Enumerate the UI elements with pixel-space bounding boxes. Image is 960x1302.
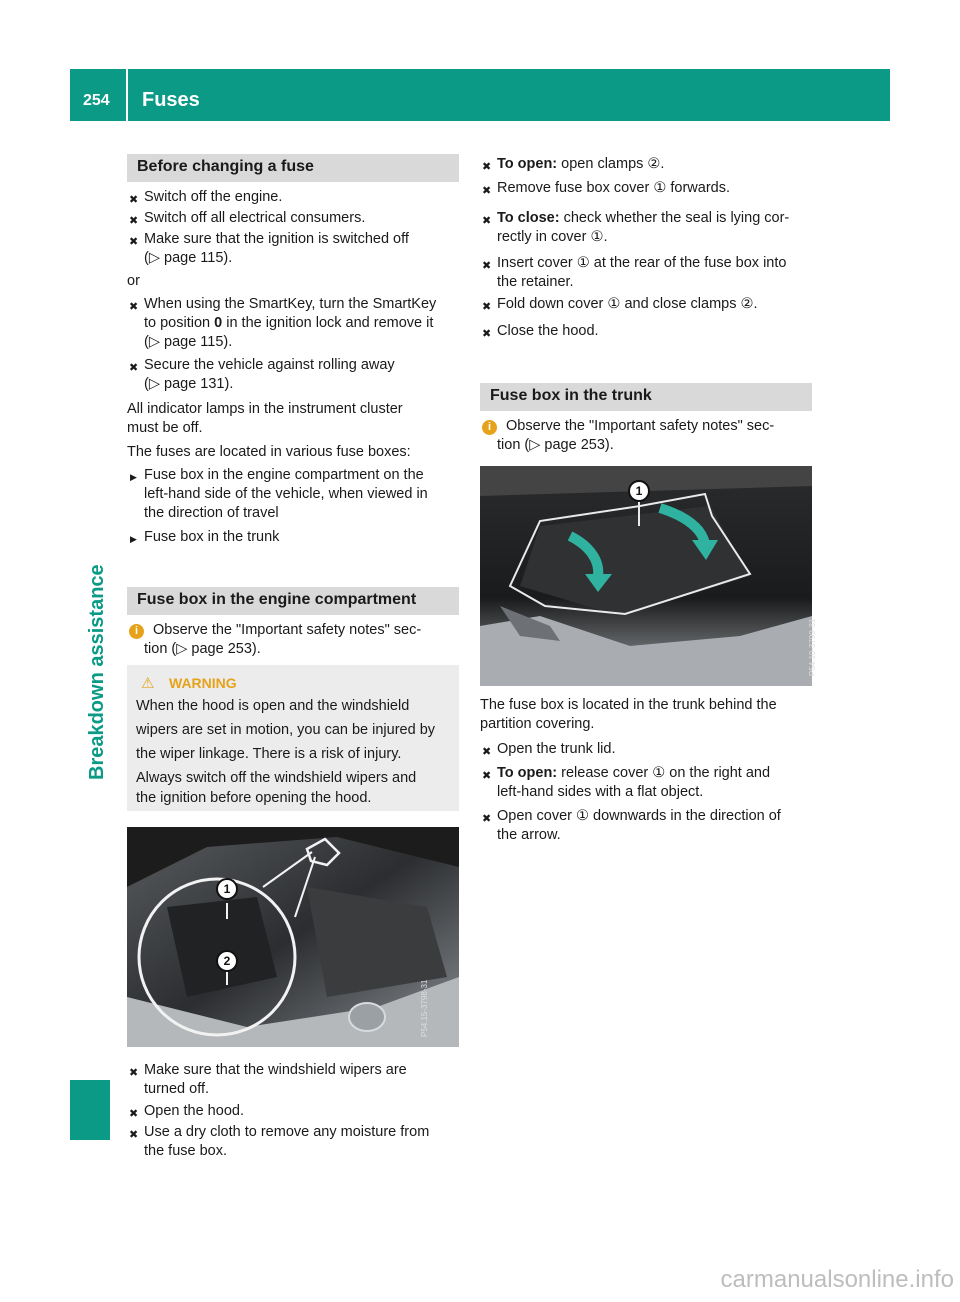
info-icon: i [129,624,144,639]
step: the fuse box. [144,1143,228,1159]
section-heading-engine-fuse [127,587,459,615]
step: left-hand sides with a flat object. [497,784,704,800]
info-text: Observe the "Important safety notes" sec- [153,622,422,638]
paragraph: must be off. [127,420,203,436]
step: To open: open clamps ②. [497,156,665,172]
page-ref-link[interactable]: (▷ page 131). [144,376,234,392]
info-icon: i [482,420,497,435]
step: the retainer. [497,274,574,290]
step: the arrow. [497,827,561,843]
section-title: Fuse box in the trunk [490,387,652,404]
photo-code: P54.15-3798-31 [420,979,429,1037]
step: Use a dry cloth to remove any moisture from [144,1124,430,1140]
callout-1: 1 [216,878,238,900]
step: Open the trunk lid. [497,741,616,757]
page-ref-link[interactable]: (▷ page 115). [144,334,233,350]
paragraph: partition covering. [480,716,595,732]
step: to position 0 in the ignition lock and remove it [144,315,434,331]
step: turned off. [144,1081,210,1097]
bullet-item: the direction of travel [144,505,279,521]
info-text: Observe the "Important safety notes" sec- [506,418,775,434]
page-header [70,69,890,121]
step: Switch off all electrical consumers. [144,210,366,226]
callout-2: 2 [216,950,238,972]
step: Open the hood. [144,1103,244,1119]
page-number: 254 [83,92,110,109]
section-heading-before-changing [127,154,459,182]
warning-text: When the hood is open and the windshield [136,698,410,714]
step: To open: release cover ① on the right and [497,765,771,781]
step: Fold down cover ① and close clamps ②. [497,296,758,312]
warning-triangle-icon: ⚠ [141,675,155,692]
step: To close: check whether the seal is lying cor- [497,210,790,226]
step: Switch off the engine. [144,189,283,205]
page-ref-link[interactable]: tion (▷ page 253). [497,437,614,453]
page-ref-link[interactable]: tion (▷ page 253). [144,641,261,657]
bullet-item: left-hand side of the vehicle, when viewed in [144,486,428,502]
step: rectly in cover ①. [497,229,608,245]
warning-text: the ignition before opening the hood. [136,790,372,806]
warning-text: the wiper linkage. There is a risk of injury. [136,746,402,762]
page-title: Fuses [142,89,200,111]
sidebar-marker [70,1080,110,1140]
sidebar-label: Breakdown assistance [86,564,108,780]
paragraph: The fuse box is located in the trunk behind the [480,697,777,713]
header-divider [126,69,128,121]
callout-1: 1 [628,480,650,502]
warning-text: Always switch off the windshield wipers and [136,770,417,786]
section-heading-trunk-fuse [480,383,812,411]
paragraph: All indicator lamps in the instrument cluster [127,401,403,417]
step: Remove fuse box cover ① forwards. [497,180,731,196]
or-text: or [127,273,140,289]
step: Make sure that the ignition is switched off [144,231,409,247]
step: Open cover ① downwards in the direction of [497,808,781,824]
section-title: Fuse box in the engine compartment [137,591,417,608]
section-title: Before changing a fuse [137,158,314,175]
trunk-photo [480,466,817,686]
page-ref-link[interactable]: (▷ page 115). [144,250,233,266]
bullet-item: Fuse box in the trunk [144,529,280,545]
photo-code: P54.10-3799-31 [808,618,817,676]
step: Make sure that the windshield wipers are [144,1062,407,1078]
step: Close the hood. [497,323,599,339]
step: Secure the vehicle against rolling away [144,357,395,373]
warning-text: wipers are set in motion, you can be injured by [136,722,436,738]
footer-watermark: carmanualsonline.info [720,1266,954,1293]
step: When using the SmartKey, turn the SmartKey [144,296,437,312]
paragraph: The fuses are located in various fuse boxes: [127,444,411,460]
bullet-item: Fuse box in the engine compartment on the [144,467,424,483]
engine-compartment-photo [127,827,459,1047]
warning-box [127,665,459,811]
step: Insert cover ① at the rear of the fuse box into [497,255,787,271]
warning-title: WARNING [169,675,237,691]
